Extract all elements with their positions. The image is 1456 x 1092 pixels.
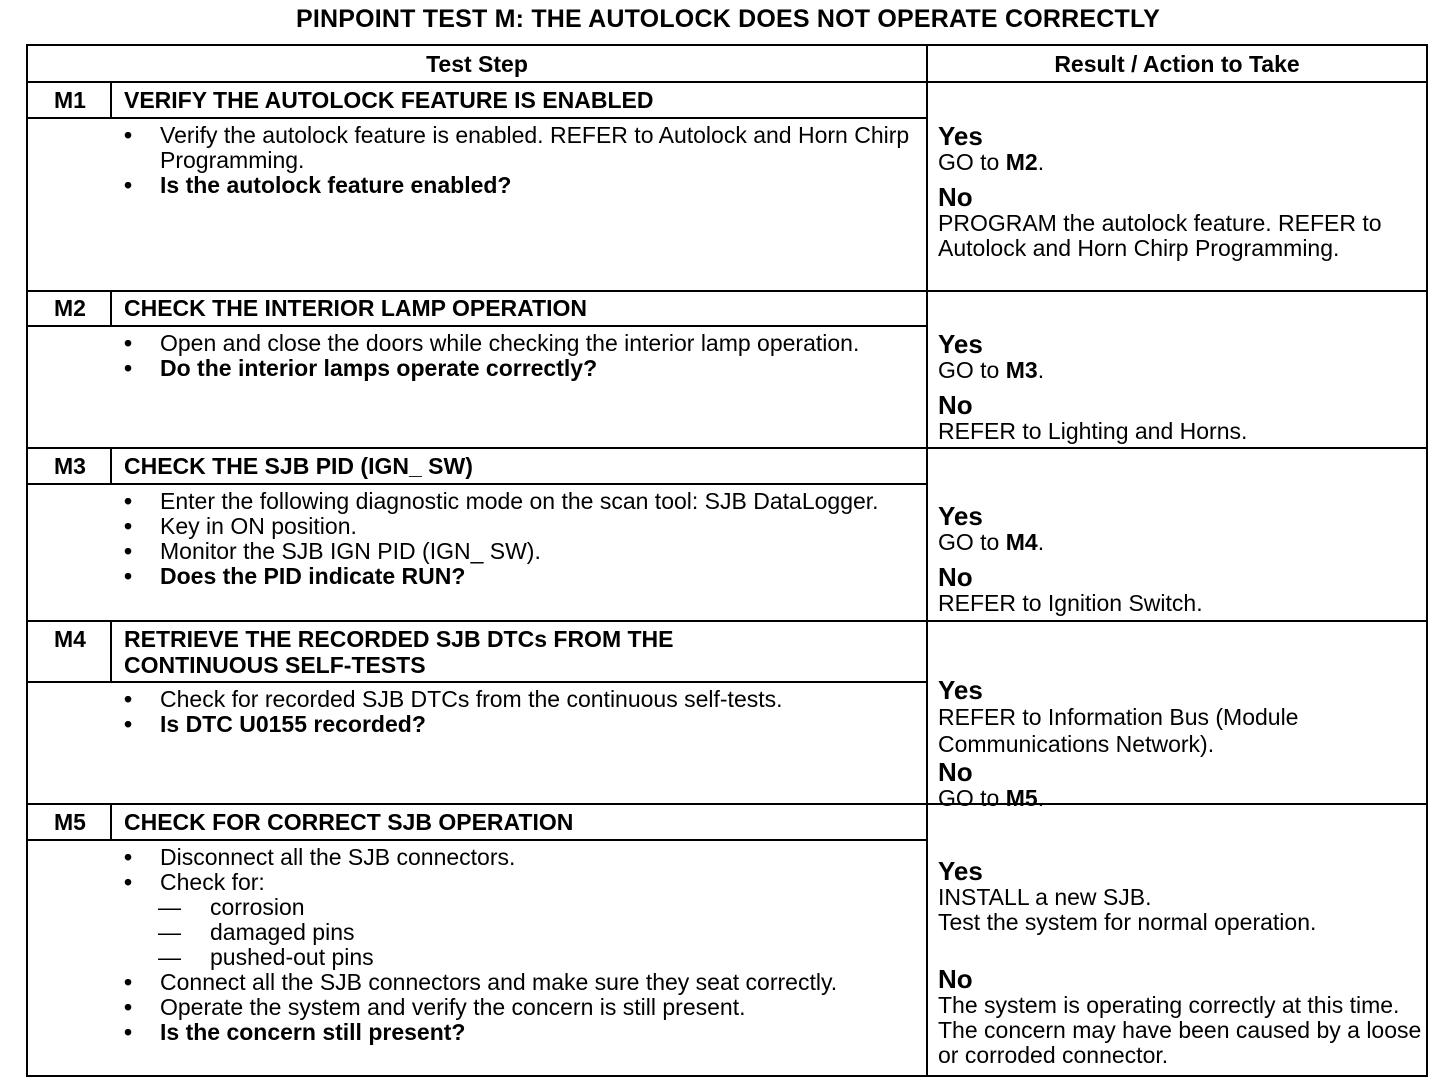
sub-item: — pushed-out pins [158,944,374,970]
row-divider [28,447,1426,449]
instruction-item: • Verify the autolock feature is enabled. REFER to Autolock and Horn Chirp Programming. [124,122,910,173]
column-divider [926,46,928,1077]
no-label: No [938,757,973,787]
step-instructions [120,845,920,1045]
step-result [938,857,1423,1068]
step-header-underline [28,839,926,841]
instruction-item: • Check for recorded SJB DTCs from the continuous self-tests. [124,686,783,712]
no-action: The system is operating correctly at this time. The concern may have been caused by a loose or corroded connector. [938,992,1422,1068]
instruction-item: • Monitor the SJB IGN PID (IGN_ SW). [124,538,541,564]
step-id: M1 [54,87,86,113]
no-label: No [938,964,973,994]
step-id: M2 [54,295,86,321]
pinpoint-test-table [26,44,1428,1077]
yes-label: Yes [938,675,983,705]
instruction-item: • Enter the following diagnostic mode on the scan tool: SJB DataLogger. [124,488,879,514]
yes-label: Yes [938,501,983,531]
step-result [938,676,1423,811]
step-title: CHECK THE SJB PID (IGN_ SW) [124,453,473,479]
yes-action: REFER to Information Bus (Module Communications Network). [938,704,1299,757]
step-instructions [120,489,920,589]
no-action: PROGRAM the autolock feature. REFER to Autolock and Horn Chirp Programming. [938,210,1382,261]
page-title: PINPOINT TEST M: THE AUTOLOCK DOES NOT OPERATE CORRECTLY [295,5,1161,33]
step-title: VERIFY THE AUTOLOCK FEATURE IS ENABLED [124,87,654,113]
row-divider [28,620,1426,622]
step-instructions [120,331,920,381]
step-header-underline [28,681,926,683]
header-test-step: Test Step [426,51,528,77]
step-id: M4 [54,626,86,652]
question-item: • Does the PID indicate RUN? [124,563,466,589]
yes-action: GO to M2. [938,149,1045,175]
instruction-item: • Key in ON position. [124,513,357,539]
instruction-item: • Connect all the SJB connectors and make sure they seat correctly. [124,969,838,995]
step-result [938,502,1423,616]
instruction-item: • Disconnect all the SJB connectors. [124,844,516,870]
instruction-item: • Open and close the doors while checking the interior lamp operation. [124,330,860,356]
no-action: REFER to Lighting and Horns. [938,418,1248,444]
no-label: No [938,390,973,420]
step-instructions [120,687,920,737]
step-id: M3 [54,453,86,479]
step-title: CHECK FOR CORRECT SJB OPERATION [124,809,574,835]
yes-label: Yes [938,329,983,359]
step-id: M5 [54,809,86,835]
no-action: GO to M5. [938,785,1045,811]
row-divider [28,290,1426,292]
question-item: • Is the autolock feature enabled? [124,172,512,198]
question-item: • Is DTC U0155 recorded? [124,711,426,737]
step-title: CHECK THE INTERIOR LAMP OPERATION [124,295,587,321]
step-result [938,122,1423,261]
no-label: No [938,562,973,592]
sub-item: — damaged pins [158,919,355,945]
no-action: REFER to Ignition Switch. [938,590,1203,616]
yes-label: Yes [938,121,983,151]
yes-action-2: Test the system for normal operation. [938,909,1317,935]
step-header-underline [28,325,926,327]
step-title: RETRIEVE THE RECORDED SJB DTCs FROM THE CONTINUOUS SELF-TESTS [124,626,674,678]
step-instructions [120,123,920,198]
yes-action: GO to M4. [938,529,1045,555]
header-result-action: Result / Action to Take [1054,51,1300,77]
instruction-item: • Check for: [124,869,265,895]
step-header-underline [28,117,926,119]
step-result [938,330,1423,444]
yes-action: GO to M3. [938,357,1045,383]
yes-label: Yes [938,856,983,886]
sub-item: — corrosion [158,894,305,920]
question-item: • Is the concern still present? [124,1019,466,1045]
step-header-underline [28,483,926,485]
question-item: • Do the interior lamps operate correctly? [124,355,598,381]
yes-action: INSTALL a new SJB. [938,884,1152,910]
header-divider [28,81,1426,83]
instruction-item: • Operate the system and verify the concern is still present. [124,994,746,1020]
no-label: No [938,182,973,212]
